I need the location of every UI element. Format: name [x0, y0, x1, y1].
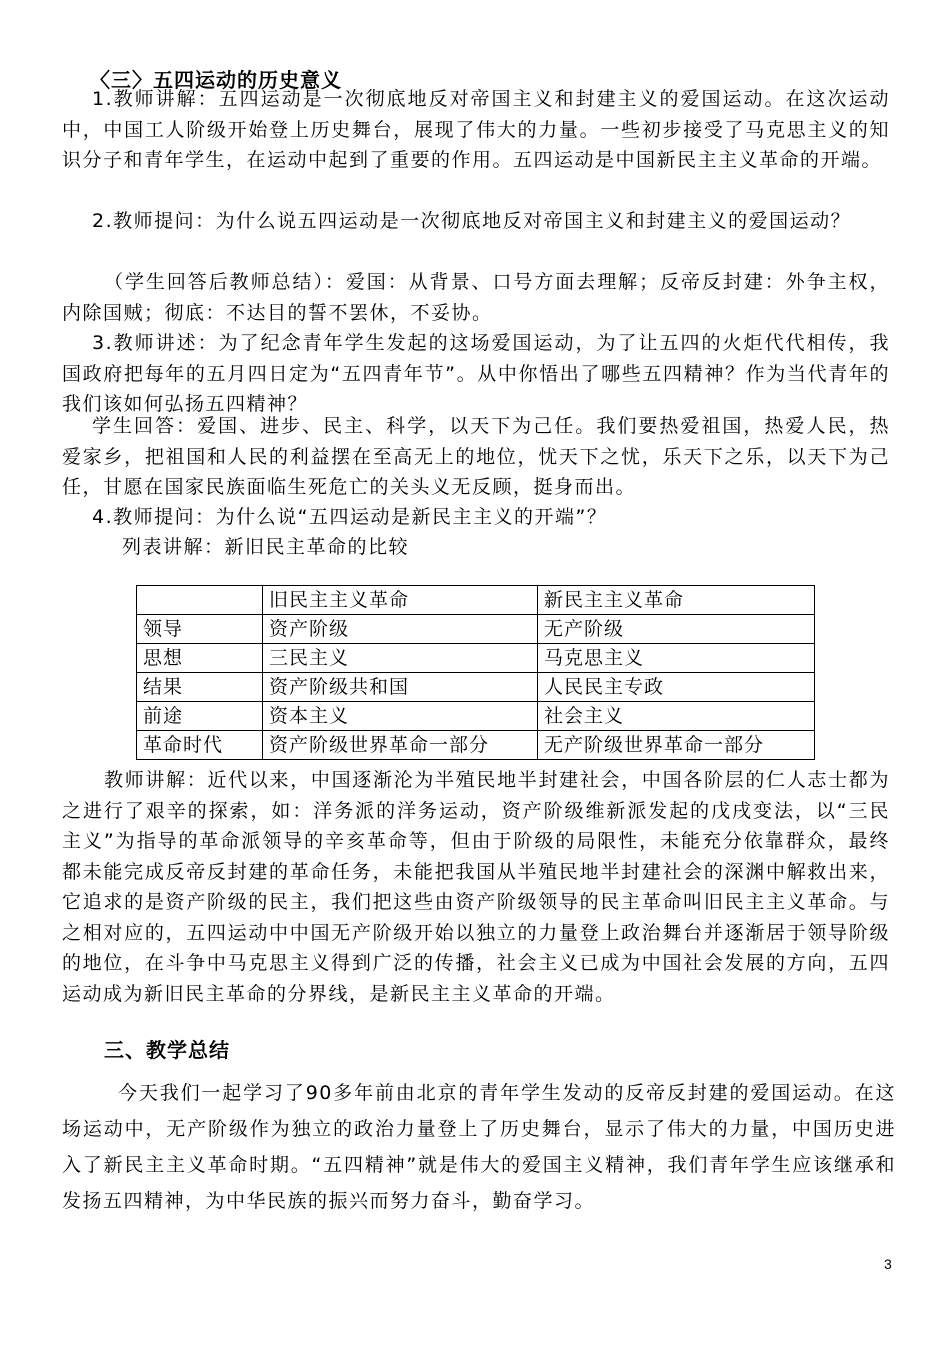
section-heading: 〈三〉五四运动的历史意义 — [90, 68, 342, 92]
table-cell: 社会主义 — [538, 702, 815, 731]
table-cell: 结果 — [137, 673, 263, 702]
table-cell: 马克思主义 — [538, 644, 815, 673]
paragraph-student-answer: 学生回答：爱国、进步、民主、科学，以天下为己任。我们要热爱祖国，热爱人民，热爱家乡，把祖国和人民的利益摆在至高无上的地位，忧天下之忧，乐天下之乐，以天下为己任，甘愿在国家民族面临生死危亡的关头义无反顾，挺身而出。 — [62, 415, 890, 498]
paragraph-teacher-lecture-explanation: 教师讲解：近代以来，中国逐渐沦为半殖民地半封建社会，中国各阶层的仁人志士都为之进行了艰辛的探索，如：洋务派的洋务运动，资产阶级维新派发起的戊戌变法，以“三民主义”为指导的革命派领导的辛亥革命等，但由于阶级的局限性，未能充分依靠群众，最终都未能完成反帝反封建的革命任务，未能把我国从半殖民地半封建社会的深渊中解救出来，它追求的是资产阶级的民主，我们把这些由资产阶级领导的民主革命叫旧民主主义革命。与之相对应的，五四运动中中国无产阶级开始以独立的力量登上政治舞台并逐渐居于领导阶级的地位，在斗争中马克思主义得到广泛的传播，社会主义已成为中国社会发展的方向，五四运动成为新旧民主革命的分界线，是新民主主义革命的开端。 — [62, 769, 890, 1005]
table-header-cell: 旧民主主义革命 — [263, 586, 538, 615]
paragraph-teacher-question-2: 2.教师提问：为什么说五四运动是一次彻底地反对帝国主义和封建主义的爱国运动？ — [92, 210, 852, 232]
comparison-table — [136, 585, 815, 760]
table-row — [137, 731, 815, 760]
page-number: 3 — [884, 1256, 892, 1272]
table-cell: 思想 — [137, 644, 263, 673]
table-cell: 三民主义 — [263, 644, 538, 673]
paragraph-teacher-lecture-1: 1.教师讲解：五四运动是一次彻底地反对帝国主义和封建主义的爱国运动。在这次运动中，中国工人阶级开始登上历史舞台，展现了伟大的力量。一些初步接受了马克思主义的知识分子和青年学生，在运动中起到了重要的作用。五四运动是中国新民主主义革命的开端。 — [62, 88, 890, 171]
table-cell: 资产阶级世界革命一部分 — [263, 731, 538, 760]
table-header-cell — [137, 586, 263, 615]
table-row — [137, 615, 815, 644]
table-cell: 无产阶级 — [538, 615, 815, 644]
table-cell: 无产阶级世界革命一部分 — [538, 731, 815, 760]
summary-paragraph: 今天我们一起学习了90多年前由北京的青年学生发动的反帝反封建的爱国运动。在这场运动中，无产阶级作为独立的政治力量登上了历史舞台，显示了伟大的力量，中国历史进入了新民主主义革命时期。“五四精神”就是伟大的爱国主义精神，我们青年学生应该继承和发扬五四精神，为中华民族的振兴而努力奋斗，勤奋学习。 — [62, 1082, 896, 1212]
summary-heading: 三、教学总结 — [104, 1038, 230, 1062]
table-cell: 资产阶级 — [263, 615, 538, 644]
table-cell: 领导 — [137, 615, 263, 644]
table-row — [137, 702, 815, 731]
table-cell: 革命时代 — [137, 731, 263, 760]
table-cell: 人民民主专政 — [538, 673, 815, 702]
table-header-row — [137, 586, 815, 615]
table-cell: 资本主义 — [263, 702, 538, 731]
table-cell: 资产阶级共和国 — [263, 673, 538, 702]
paragraph-teacher-narration-3: 3.教师讲述：为了纪念青年学生发起的这场爱国运动，为了让五四的火炬代代相传，我国政府把每年的五月四日定为“五四青年节”。从中你悟出了哪些五四精神？作为当代青年的我们该如何弘扬五四精神？ — [62, 332, 890, 415]
table-row — [137, 644, 815, 673]
table-header-cell: 新民主主义革命 — [538, 586, 815, 615]
paragraph-teacher-summary: （学生回答后教师总结）：爱国：从背景、口号方面去理解；反帝反封建：外争主权，内除国贼；彻底：不达目的誓不罢休，不妥协。 — [62, 271, 890, 324]
table-cell: 前途 — [137, 702, 263, 731]
paragraph-teacher-question-4: 4.教师提问：为什么说“五四运动是新民主主义的开端”？ — [92, 506, 608, 528]
table-row — [137, 673, 815, 702]
paragraph-table-intro: 列表讲解：新旧民主革命的比较 — [122, 536, 410, 558]
